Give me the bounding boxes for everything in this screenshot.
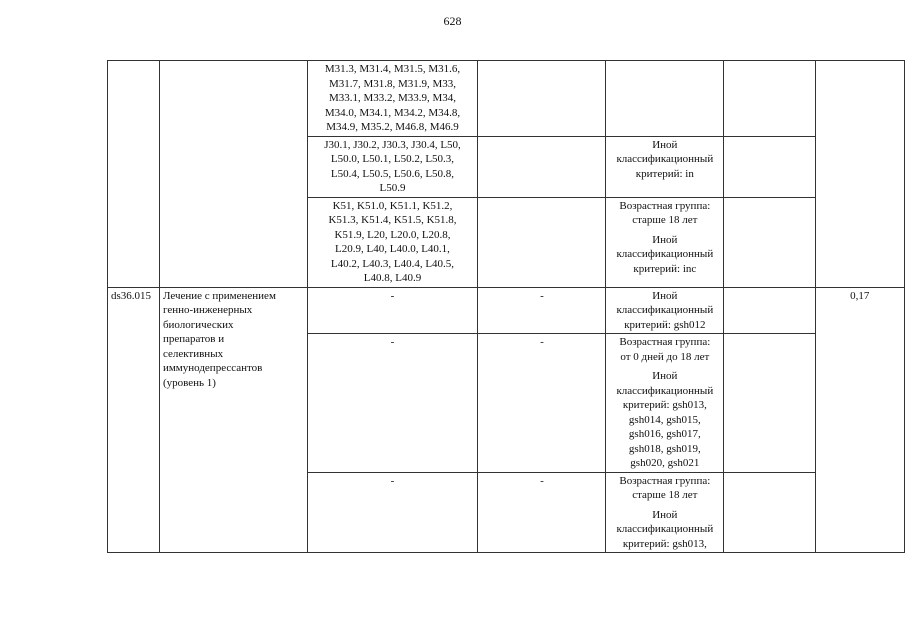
criteria-line: от 0 дней до 18 лет (620, 350, 710, 363)
criteria-line: Иной (652, 233, 678, 246)
criteria-line: критерий: inc (633, 262, 697, 275)
criteria-line: gsh014, gsh015, (628, 413, 701, 426)
criteria-line: классификационный (616, 304, 714, 316)
empty-cell (724, 334, 815, 473)
code-cell (108, 61, 160, 288)
table-row (108, 61, 905, 137)
empty-cell (724, 136, 815, 197)
diagnosis-cell (307, 472, 478, 553)
diagnosis-line: L40.8, L40.9 (363, 272, 422, 284)
name-cell (159, 61, 307, 288)
criteria-line: gsh020, gsh021 (630, 457, 700, 469)
diagnosis-line: K51.3, K51.4, K51.5, K51.8, (328, 214, 457, 226)
diagnosis-line: L50.0, L50.1, L50.2, L50.3, (330, 153, 455, 165)
criteria-line: классификационный (616, 248, 714, 260)
services-cell: - (478, 334, 606, 473)
criteria-line: Иной (652, 508, 678, 521)
services-cell (478, 61, 606, 137)
table-row (108, 287, 905, 334)
criteria-line: gsh016, gsh017, (628, 428, 701, 440)
name-line: (уровень 1) (162, 376, 216, 389)
name-line: биологических (162, 318, 234, 331)
diagnosis-line: L50.9 (379, 182, 406, 194)
diagnosis-line: K51.9, L20, L20.0, L20.8, (334, 228, 451, 241)
services-cell (478, 136, 606, 197)
diagnosis-cell (307, 197, 478, 287)
name-line: генно-инженерных (162, 304, 253, 316)
criteria-line: Возрастная группа: (619, 199, 711, 212)
code-cell: ds36.015 (108, 287, 160, 553)
diagnosis-cell (307, 61, 478, 137)
empty-cell (724, 197, 815, 287)
criteria-line: классификационный (616, 153, 714, 165)
diagnosis-line: L20.9, L40, L40.0, L40.1, (335, 243, 450, 255)
tariff-table (107, 60, 905, 553)
criteria-line: критерий: in (635, 167, 694, 180)
criteria-line: критерий: gsh013, (622, 399, 707, 411)
name-line: селективных (162, 347, 224, 360)
diagnosis-line: J30.1, J30.2, J30.3, J30.4, L50, (324, 138, 461, 151)
criteria-line: Возрастная группа: (619, 336, 711, 348)
services-cell (478, 197, 606, 287)
coefficient-cell: 0,17 (815, 287, 904, 553)
services-cell: - (478, 287, 606, 334)
diagnosis-line: M31.7, M31.8, M31.9, M33, (328, 77, 457, 90)
diagnosis-line: - (390, 336, 395, 348)
criteria-cell (606, 61, 724, 137)
empty-cell (724, 61, 815, 137)
name-line: иммунодепрессантов (162, 362, 263, 374)
criteria-cell (606, 136, 724, 197)
diagnosis-cell (307, 334, 478, 473)
criteria-line: классификационный (616, 523, 714, 535)
page-number: 628 (443, 14, 462, 28)
services-cell: - (478, 472, 606, 553)
empty-cell (724, 287, 815, 334)
coefficient-cell (815, 61, 904, 288)
diagnosis-line: M34.9, M35.2, M46.8, M46.9 (326, 121, 459, 133)
empty-cell (724, 472, 815, 553)
criteria-cell (606, 472, 724, 553)
criteria-line: gsh018, gsh019, (628, 442, 701, 455)
diagnosis-line: M33.1, M33.2, M33.9, M34, (328, 92, 457, 104)
criteria-cell (606, 334, 724, 473)
criteria-line: старше 18 лет (632, 489, 698, 501)
criteria-line: классификационный (616, 384, 714, 397)
criteria-line: Иной (652, 138, 678, 151)
criteria-line: критерий: gsh013, (622, 537, 707, 550)
name-line: Лечение с применением (162, 289, 276, 302)
criteria-line: старше 18 лет (632, 214, 698, 226)
criteria-line: критерий: gsh012 (624, 318, 706, 331)
diagnosis-line: M34.0, M34.1, M34.2, M34.8, (324, 106, 461, 119)
diagnosis-line: - (390, 474, 395, 487)
criteria-cell (606, 197, 724, 287)
criteria-cell (606, 287, 724, 334)
diagnosis-cell (307, 287, 478, 334)
name-line: препаратов и (162, 333, 225, 345)
diagnosis-line: L50.4, L50.5, L50.6, L50.8, (330, 167, 455, 180)
diagnosis-line: K51, K51.0, K51.1, K51.2, (332, 199, 453, 212)
criteria-line: Иной (652, 289, 678, 302)
diagnosis-line: L40.2, L40.3, L40.4, L40.5, (330, 257, 455, 270)
criteria-line: Иной (652, 370, 678, 382)
diagnosis-line: - (390, 289, 395, 302)
diagnosis-cell (307, 136, 478, 197)
name-cell (159, 287, 307, 553)
table-body (108, 61, 905, 553)
criteria-line: Возрастная группа: (619, 474, 711, 487)
diagnosis-line: M31.3, M31.4, M31.5, M31.6, (324, 63, 461, 75)
